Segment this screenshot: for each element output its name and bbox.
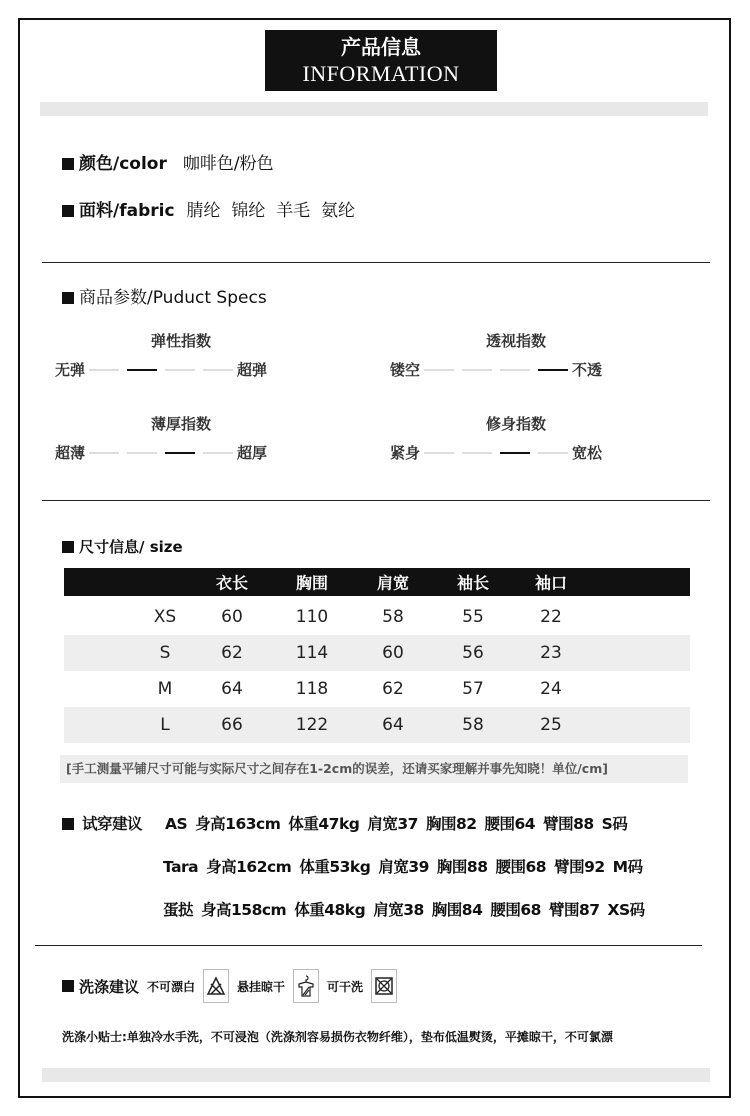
care-item-label: 可干洗	[327, 979, 364, 994]
table-cell: M	[157, 679, 173, 699]
scale-left-label: 超薄	[55, 444, 86, 462]
bullet-icon	[62, 818, 74, 830]
tryon-field: 臂围88	[543, 815, 594, 833]
table-cell: 56	[462, 643, 484, 663]
index-scale	[55, 442, 267, 463]
fabric-value: 腈纶 锦纶 羊毛 氨纶	[186, 201, 355, 221]
index-title: 弹性指数	[151, 332, 212, 350]
tryon-field: 腰围64	[484, 815, 536, 833]
care-item-label: 悬挂晾干	[237, 979, 286, 994]
fabric-row	[62, 196, 355, 221]
bullet-icon	[62, 541, 74, 553]
tryon-field: XS码	[607, 901, 645, 919]
table-cell: 122	[295, 715, 329, 735]
tryon-field: Tara	[163, 858, 199, 876]
page-frame	[18, 18, 731, 1098]
scale-segment	[500, 452, 530, 454]
scale-right-label: 宽松	[572, 444, 603, 462]
care-row	[62, 969, 405, 1003]
size-heading-text: 尺寸信息/ size	[79, 538, 183, 556]
tryon-field: 身高158cm	[201, 901, 287, 919]
table-cell: 64	[221, 679, 243, 699]
tryon-model	[165, 812, 635, 834]
index-title: 薄厚指数	[151, 415, 212, 433]
table-cell: 58	[462, 715, 484, 735]
tryon-field: 体重53kg	[299, 858, 371, 876]
header-title-en: INFORMATION	[302, 61, 460, 86]
scale-segment	[203, 452, 233, 454]
table-cell: 62	[382, 679, 404, 699]
column-header: 袖口	[534, 573, 568, 593]
scale-segment	[127, 452, 157, 454]
scale-segment	[424, 369, 454, 371]
section-header	[265, 30, 497, 91]
column-header: 袖长	[456, 573, 490, 593]
scale-right-label: 不透	[572, 361, 603, 379]
index-scale	[390, 359, 602, 380]
column-header: 胸围	[295, 573, 329, 593]
care-tips	[62, 1028, 613, 1045]
scale-segment	[424, 452, 454, 454]
tryon-field: 蛋挞	[163, 901, 194, 919]
scale-segment	[165, 452, 195, 454]
specs-heading-text: 商品参数/Puduct Specs	[79, 288, 267, 308]
scale-left-label: 镂空	[390, 361, 421, 379]
scale-segment	[89, 369, 119, 371]
scale-segment	[165, 369, 195, 371]
table-cell: 118	[295, 679, 329, 699]
table-cell: 110	[295, 607, 329, 627]
color-row	[62, 149, 274, 174]
divider-bar	[40, 102, 708, 116]
hang-dry-icon	[293, 969, 319, 1003]
tips-label: 洗涤小贴士:	[62, 1030, 127, 1044]
scale-segment	[538, 369, 568, 371]
table-cell: 25	[540, 715, 562, 735]
table-cell: L	[160, 715, 170, 735]
table-cell: 23	[540, 643, 562, 663]
table-cell: 64	[382, 715, 404, 735]
bullet-icon	[62, 158, 74, 170]
column-header: 衣长	[215, 573, 249, 593]
tryon-field: S码	[601, 815, 628, 833]
scale-right-label: 超厚	[237, 444, 268, 462]
tryon-field: 体重47kg	[288, 815, 360, 833]
table-row	[64, 671, 690, 707]
table-row	[64, 599, 690, 635]
tryon-field: M码	[612, 858, 643, 876]
divider	[35, 945, 702, 946]
table-cell: 62	[221, 643, 243, 663]
tryon-field: 肩宽39	[378, 858, 429, 876]
header-title-cn: 产品信息	[341, 35, 421, 59]
tryon-field: 臂围92	[554, 858, 605, 876]
bullet-icon	[62, 205, 74, 217]
specs-heading	[62, 283, 267, 308]
tryon-field: 腰围68	[490, 901, 541, 919]
scale-segment	[538, 452, 568, 454]
dry-clean-icon	[371, 969, 397, 1003]
table-cell: 22	[540, 607, 562, 627]
tryon-field: 肩宽37	[367, 815, 418, 833]
no-bleach-icon	[203, 969, 229, 1003]
table-cell: 114	[295, 643, 329, 663]
tips-text: 单独冷水手洗，不可浸泡（洗涤剂容易损伤衣物纤维），垫布低温熨烫，平摊晾干，不可氯漂	[126, 1030, 613, 1044]
table-cell: 57	[462, 679, 484, 699]
bullet-icon	[62, 292, 74, 304]
scale-right-label: 超弹	[237, 361, 268, 379]
index-title: 修身指数	[486, 415, 547, 433]
scale-segment	[500, 369, 530, 371]
scale-segment	[462, 369, 492, 371]
index-scale	[390, 442, 602, 463]
table-cell: S	[159, 643, 171, 663]
scale-left-label: 紧身	[390, 444, 421, 462]
scale-segment	[127, 369, 157, 371]
tryon-field: AS	[165, 815, 188, 833]
tryon-field: 胸围82	[425, 815, 477, 833]
column-header: 肩宽	[376, 573, 410, 593]
tryon-field: 臂围87	[548, 901, 600, 919]
divider-bar	[42, 1068, 710, 1082]
table-row	[64, 707, 690, 743]
table-cell: 60	[382, 643, 404, 663]
table-cell: 60	[221, 607, 243, 627]
size-heading	[62, 536, 183, 557]
tryon-model	[163, 855, 651, 877]
tryon-field: 肩宽38	[373, 901, 424, 919]
tryon-field: 体重48kg	[294, 901, 366, 919]
table-cell: 66	[221, 715, 243, 735]
table-cell: 55	[462, 607, 484, 627]
table-cell: 58	[382, 607, 404, 627]
tryon-label	[62, 812, 150, 834]
tryon-field: 胸围84	[431, 901, 483, 919]
size-note: [手工测量平铺尺寸可能与实际尺寸之间存在1-2cm的误差，还请买家理解并事先知晓！单位/cm]	[60, 755, 688, 783]
tryon-model	[163, 898, 653, 920]
table-row	[64, 635, 690, 671]
bullet-icon	[62, 980, 74, 992]
index-scale	[55, 359, 267, 380]
care-label: 洗涤建议	[79, 977, 140, 996]
tryon-field: 胸围88	[436, 858, 488, 876]
fabric-label: 面料/fabric	[79, 201, 175, 221]
care-item-label: 不可漂白	[147, 979, 196, 994]
tryon-label-text: 试穿建议	[82, 815, 143, 833]
scale-left-label: 无弹	[55, 361, 86, 379]
color-label: 颜色/color	[79, 154, 167, 174]
divider	[42, 262, 710, 263]
scale-segment	[462, 452, 492, 454]
tryon-field: 身高163cm	[195, 815, 281, 833]
tryon-field: 腰围68	[495, 858, 547, 876]
index-title: 透视指数	[486, 332, 547, 350]
tryon-field: 身高162cm	[206, 858, 292, 876]
table-cell: 24	[540, 679, 562, 699]
color-value: 咖啡色/粉色	[182, 154, 274, 174]
size-table-header	[64, 568, 690, 596]
divider	[42, 500, 710, 501]
scale-segment	[89, 452, 119, 454]
table-cell: XS	[153, 607, 177, 627]
scale-segment	[203, 369, 233, 371]
